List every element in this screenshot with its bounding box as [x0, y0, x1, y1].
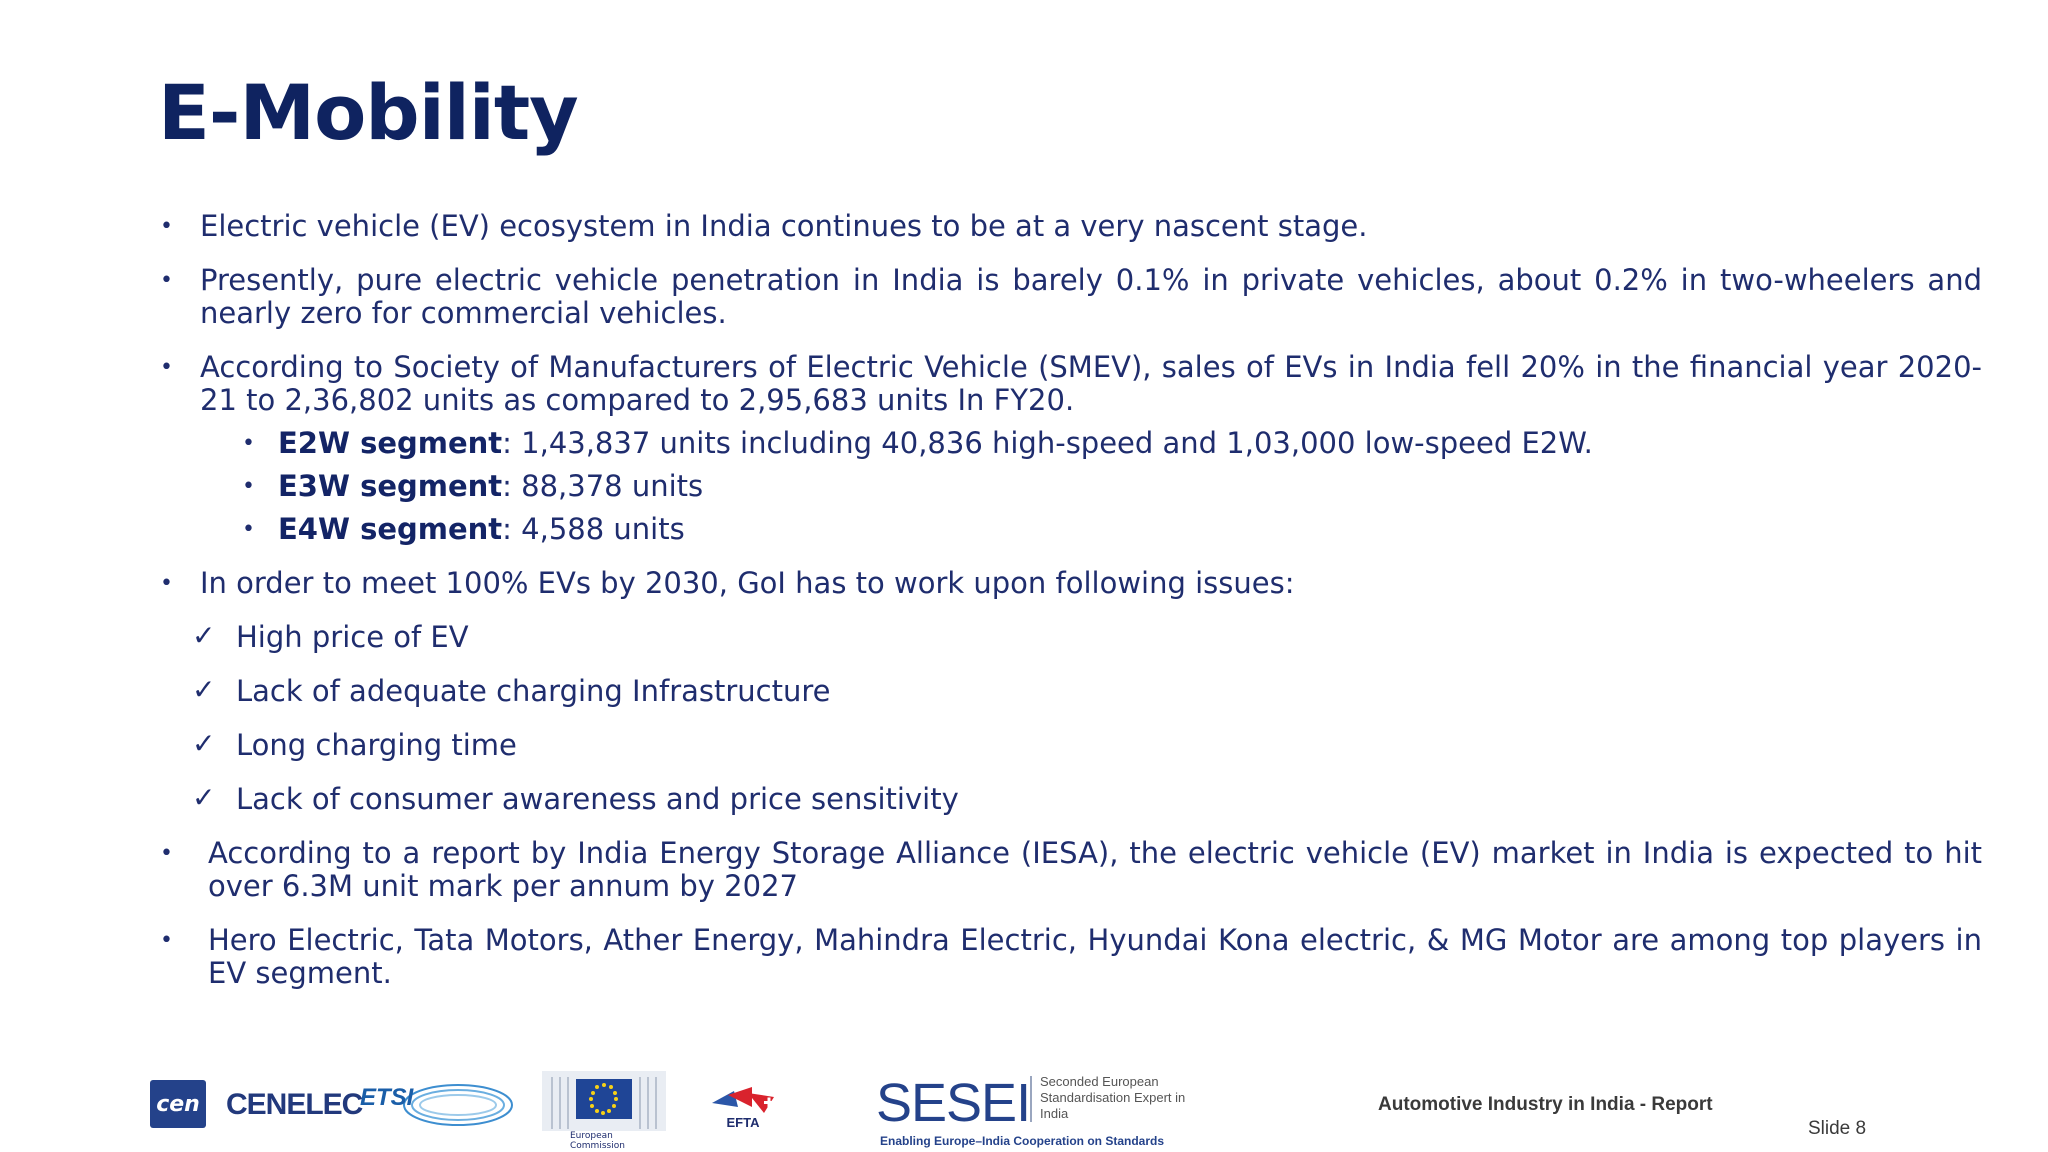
- slide-title: E-Mobility: [158, 68, 578, 157]
- segment-label: E4W segment: [278, 512, 503, 546]
- report-label: Automotive Industry in India - Report: [1378, 1094, 1713, 1115]
- check-item: [158, 675, 1982, 708]
- checkmark-icon: ✓: [192, 619, 216, 652]
- segment-label: E2W segment: [278, 426, 503, 460]
- checkmark-icon: ✓: [192, 673, 216, 706]
- check-item: [158, 729, 1982, 762]
- bullet-item: [158, 567, 1982, 600]
- etsi-logo: ETSI: [358, 1078, 516, 1130]
- bullet-item: [158, 210, 1982, 243]
- bullet-icon: •: [242, 431, 255, 456]
- bullet-icon: •: [160, 355, 173, 380]
- check-text: Lack of consumer awareness and price sensitivity: [236, 782, 959, 816]
- check-item: [158, 783, 1982, 816]
- bullet-item: [158, 264, 1982, 330]
- slide-content: [158, 210, 1982, 990]
- bullet-icon: •: [160, 214, 173, 239]
- segment-value: : 1,43,837 units including 40,836 high-speed and 1,03,000 low-speed E2W.: [502, 426, 1593, 460]
- check-text: High price of EV: [236, 620, 469, 654]
- bullet-text: Presently, pure electric vehicle penetration in India is barely 0.1% in private vehicles, about 0.2% in two-wheelers and nearly zero for commercial vehicles.: [200, 263, 1982, 330]
- efta-logo: EFTA: [708, 1084, 778, 1130]
- bullet-text: Electric vehicle (EV) ecosystem in India continues to be at a very nascent stage.: [200, 209, 1368, 243]
- bullet-icon: •: [160, 928, 173, 953]
- bullet-icon: •: [242, 517, 255, 542]
- slide-footer: [0, 1060, 2048, 1152]
- sesei-logo: SESEI Seconded European Standardisation Expert in India Enabling Europe–India Cooperation on Standards: [876, 1073, 1186, 1148]
- check-text: Long charging time: [236, 728, 517, 762]
- cen-logo: cen: [150, 1080, 206, 1128]
- sub-bullet-item: [158, 470, 1982, 503]
- bullet-icon: •: [160, 571, 173, 596]
- cenelec-logo: CENELEC: [226, 1088, 363, 1121]
- sesei-divider: [1030, 1076, 1032, 1122]
- checkmark-icon: ✓: [192, 727, 216, 760]
- slide-number: Slide 8: [1808, 1118, 1867, 1139]
- sub-bullet-item: [158, 427, 1982, 460]
- checkmark-icon: ✓: [192, 781, 216, 814]
- bullet-icon: •: [160, 841, 173, 866]
- bullet-text: In order to meet 100% EVs by 2030, GoI has to work upon following issues:: [200, 566, 1295, 600]
- segment-value: : 88,378 units: [502, 469, 704, 503]
- bullet-text: Hero Electric, Tata Motors, Ather Energy, Mahindra Electric, Hyundai Kona electric, & MG Motor are among top players in EV segment.: [208, 923, 1982, 990]
- check-item: [158, 621, 1982, 654]
- check-text: Lack of adequate charging Infrastructure: [236, 674, 831, 708]
- bullet-text: According to a report by India Energy Storage Alliance (IESA), the electric vehicle (EV) market in India is expected to hit over 6.3M unit mark per annum by 2027: [208, 836, 1982, 903]
- bullet-icon: •: [160, 268, 173, 293]
- european-commission-logo: European Commission: [540, 1070, 668, 1152]
- bullet-icon: •: [242, 474, 255, 499]
- bullet-item: [158, 837, 1982, 903]
- bullet-item: [158, 924, 1982, 990]
- segment-value: : 4,588 units: [502, 512, 685, 546]
- bullet-item: [158, 351, 1982, 417]
- bullet-text: According to Society of Manufacturers of Electric Vehicle (SMEV), sales of EVs in India fell 20% in the financial year 2020-21 to 2,36,802 units as compared to 2,95,683 units In FY20.: [200, 350, 1982, 417]
- sub-bullet-item: [158, 513, 1982, 546]
- segment-label: E3W segment: [278, 469, 503, 503]
- efta-flags-icon: [708, 1085, 778, 1115]
- eu-flag-icon: [542, 1071, 666, 1131]
